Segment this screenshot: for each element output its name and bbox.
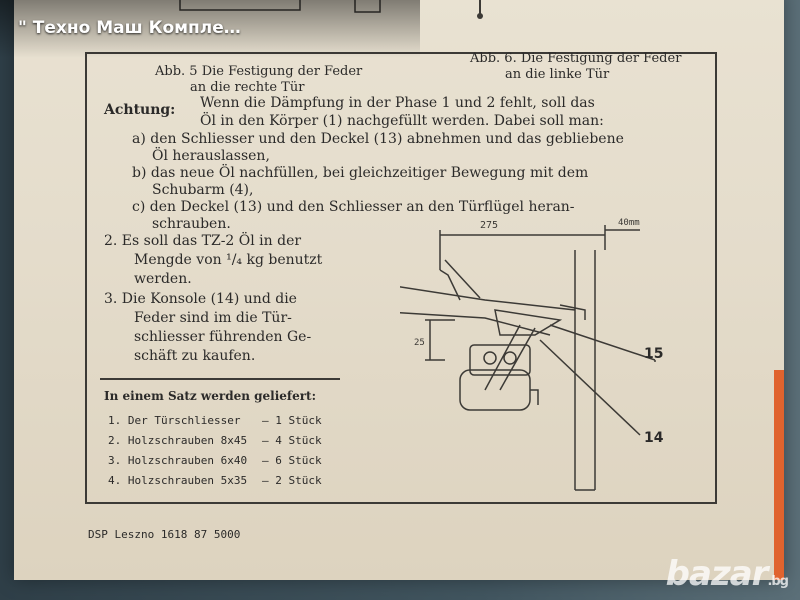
fig6-caption-line1: Abb. 6. Die Festigung der Feder [470,51,682,66]
fig5-caption-line2: an die rechte Tür [190,80,305,95]
point3-line1: 3. Die Konsole (14) und die [104,291,297,307]
satz-row-4-qty: — 2 Stück [262,474,322,487]
watermark-main: bazar [665,554,768,594]
satz-row-2-item: 2. Holzschrauben 8x45 [108,434,248,447]
satz-row-4-item: 4. Holzschrauben 5x35 [108,474,248,487]
satz-row-3-qty: — 6 Stück [262,454,322,467]
satz-row-1-item: 1. Der Türschliesser [108,414,241,427]
satz-heading: In einem Satz werden geliefert: [104,389,317,403]
orange-edge [774,370,784,580]
fig5-caption-line1: Abb. 5 Die Festigung der Feder [155,64,363,79]
satz-row-2-qty: — 4 Stück [262,434,322,447]
satz-divider [100,378,340,380]
dim-25-label: 25 [414,338,425,348]
dim-40mm-label: 40mm [618,218,640,228]
achtung-item-a-line1: a) den Schliesser und den Deckel (13) abnehmen und das gebliebene [132,131,624,147]
achtung-item-b-line2: Schubarm (4), [152,182,254,198]
point2-line3: werden. [134,271,192,287]
frame-left-line [85,52,87,502]
frame-bottom-line [85,502,717,504]
satz-row-3-item: 3. Holzschrauben 6x40 [108,454,248,467]
footer-print-code: DSP Leszno 1618 87 5000 [88,528,241,541]
listing-title-overlay: " Техно Маш Компле… [0,0,420,58]
part-15-label: 15 [644,346,664,362]
achtung-item-c-line2: schrauben. [152,216,231,232]
point2-line2: Mengde von ¹/₄ kg benutzt [134,252,323,268]
achtung-item-a-line2: Öl herauslassen, [152,148,270,164]
bazar-watermark [666,554,788,594]
point2-line1: 2. Es soll das TZ-2 Öl in der [104,233,302,249]
satz-row-1-qty: — 1 Stück [262,414,322,427]
watermark-suffix: .bg [767,574,788,589]
point3-line3: schliesser führenden Ge- [134,329,312,345]
part-14-label: 14 [644,430,664,446]
point3-line2: Feder sind im die Tür- [134,310,292,326]
achtung-line1: Wenn die Dämpfung in der Phase 1 und 2 fehlt, soll das [200,95,595,111]
achtung-item-b-line1: b) das neue Öl nachfüllen, bei gleichzeitiger Bewegung mit dem [132,165,589,181]
achtung-item-c-line1: c) den Deckel (13) und den Schliesser an den Türflügel heran- [132,199,575,215]
point3-line4: schäft zu kaufen. [134,348,256,364]
door-closer-diagram [400,210,700,500]
achtung-line2: Öl in den Körper (1) nachgefüllt werden. Dabei soll man: [200,113,604,129]
dim-275-label: 275 [480,220,499,231]
frame-right-line [715,52,717,502]
fig6-caption-line2: an die linke Tür [505,67,610,82]
achtung-label: Achtung: [104,102,176,118]
